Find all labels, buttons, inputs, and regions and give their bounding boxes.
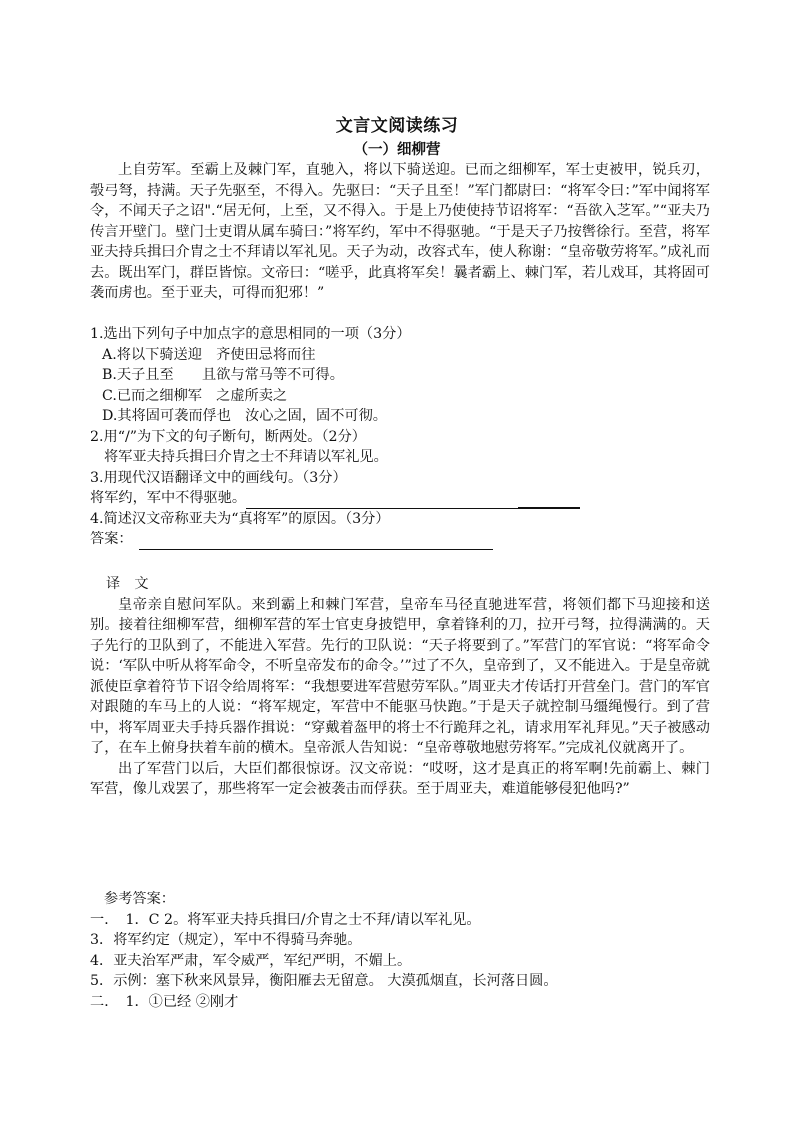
answer-label: 答案： [90, 531, 133, 547]
translation-block [90, 574, 710, 800]
question-4-answer-line [90, 529, 710, 550]
reference-line-5: 二． 1．①已经 ②刚才 [90, 993, 239, 1010]
reference-line-3: 4．亚夫治军严肃，军令威严，军纪严明，不媚上。 [90, 952, 412, 969]
answer-underline[interactable] [139, 533, 493, 550]
reference-line-4: 5．示例：塞下秋来风景异，衡阳雁去无留意。 大漠孤烟直，长河落日圆。 [90, 973, 558, 989]
reference-answers [90, 889, 710, 1012]
question-3-sentence: 将军约，军中不得驱驰。 [90, 490, 247, 506]
question-2: 2.用“/”为下文的句子断句，断两处。（2分） [90, 428, 366, 445]
translation-heading: 译 文 [106, 576, 149, 592]
question-4: 4.简述汉文帝称亚夫为“真将军”的原因。（3分） [90, 510, 390, 527]
question-1-option-a: A.将以下骑送迎 齐使田忌将而往 [102, 346, 316, 363]
question-1-option-b: B.天子且至 且欲与常马等不可得。 [102, 367, 344, 383]
question-1: 1.选出下列句子中加点字的意思相同的一项（3分） [90, 326, 411, 342]
passage-block [90, 160, 710, 304]
question-2-sentence: 将军亚夫持兵揖曰介胄之士不拜请以军礼见。 [104, 449, 388, 465]
translation-paragraph-1: 皇帝亲自慰问军队。来到霸上和棘门军营，皇帝车马径直驰进军营，将领们都下马迎接和送别。接着往细柳军营，细柳军营的军士官吏身披铠甲，拿着锋利的刀，拉开弓弩，拉得满满的。天子先行的卫队到了，不能进入军营。先行的卫队说：“天子将要到了。”军营门的军官说：“将军命令说：‘军队中听从将军命令，不听皇帝发布的命令。’”过了不久，皇帝到了，又不能进入。于是皇帝就派使臣拿着符节下诏令给周将军：“我想要进军营慰劳军队。”周亚夫才传话打开营垒门。营门的军官对跟随的车马上的人说：“将军规定，军营中不能驱马快跑。”于是天子就控制马缰绳慢行。到了营中，将军周亚夫手持兵器作揖说：“穿戴着盔甲的将士不行跪拜之礼，请求用军礼拜见。”天子被感动了，在车上俯身扶着车前的横木。皇帝派人告知说：“皇帝尊敬地慰劳将军。”完成礼仪就离开了。 [90, 596, 710, 756]
question-3: 3.用现代汉语翻译文中的画线句。（3分） [90, 469, 347, 486]
question-1-option-c: C.已而之细柳军 之虚所卖之 [102, 387, 288, 404]
reference-heading: 参考答案： [104, 891, 175, 907]
document-title: 文言文阅读练习 [335, 116, 459, 136]
question-1-option-d: D.其将固可袭而俘也 汝心之固，固不可彻。 [102, 408, 387, 424]
reference-line-2: 3．将军约定（规定），军中不得骑马奔驰。 [90, 932, 362, 948]
question-3-line [90, 488, 710, 509]
classical-passage: 上自劳军。至霸上及棘门军，直驰入，将以下骑送迎。已而之细柳军，军士吏被甲，锐兵刃，彀弓弩，持满。天子先驱至，不得入。先驱曰：“天子且至！”军门都尉曰：“将军令曰：”军中闻将军令，不闻天子之诏".“居无何，上至，又不得入。于是上乃使使持节诏将军：“吾欲入芝军。”“亚夫乃传言开壁门。壁门士吏谓从属车骑曰：”将军约，军中不得驱驰。“于是天子乃按辔徐行。至营，将军亚夫持兵揖曰介胄之士不拜请以军礼见。天子为动，改容式车，使人称谢：“皇帝敬劳将军。”成礼而去。既出军门，群臣皆惊。文帝曰：“嗟乎，此真将军矣！曩者霸上、棘门军，若儿戏耳，其将固可袭而虏也。至于亚夫，可得而犯邪！” [90, 162, 710, 301]
translation-paragraph-2: 出了军营门以后，大臣们都很惊讶。汉文帝说：“哎呀，这才是真正的将军啊!先前霸上、棘门军营，像儿戏罢了，那些将军一定会被袭击而俘获。至于周亚夫，难道能够侵犯他吗?” [90, 760, 710, 797]
answer-underline-end[interactable] [518, 491, 580, 509]
questions-block [90, 324, 710, 550]
reference-line-1: 一． 1．C 2。将军亚夫持兵揖曰/介胄之士不拜/请以军礼见。 [90, 911, 481, 928]
section-subtitle: （一）细柳营 [353, 141, 441, 158]
answer-underline[interactable] [246, 492, 518, 509]
